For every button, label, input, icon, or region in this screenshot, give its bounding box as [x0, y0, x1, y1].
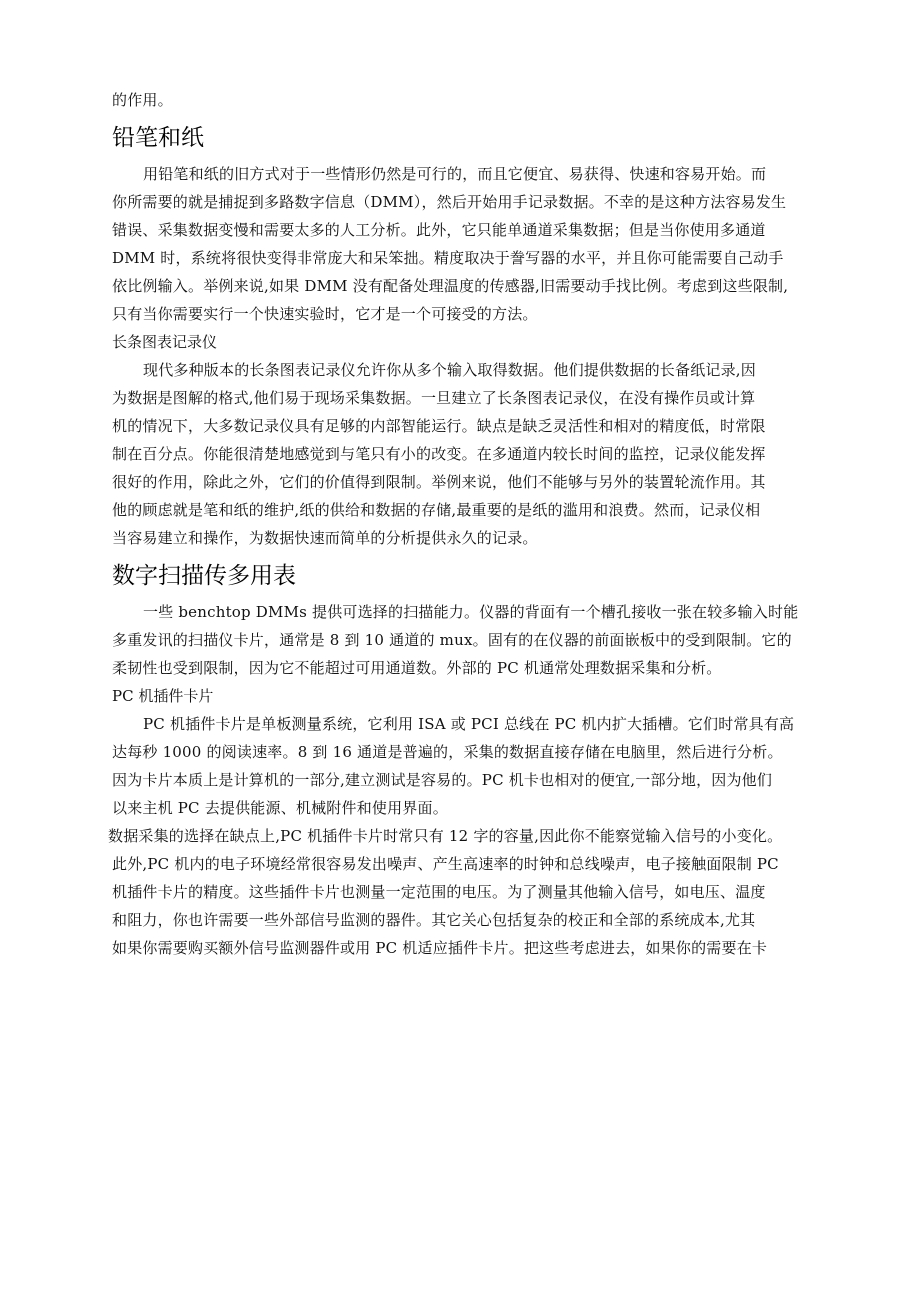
paragraph-line: 为数据是图解的格式,他们易于现场采集数据。一旦建立了长条图表记录仪，在没有操作员或计算	[112, 389, 756, 407]
paragraph-line: 你所需要的就是捕捉到多路数字信息（DMM），然后开始用手记录数据。不幸的是这种方法容易发生	[112, 193, 787, 211]
paragraph-line: 当容易建立和操作，为数据快速而简单的分析提供永久的记录。	[112, 529, 538, 547]
section-body-scanning-dmm	[112, 598, 812, 682]
paragraph-line: 数据采集的选择在缺点上,PC 机插件卡片时常只有 12 字的容量,因此你不能察觉输入信号的小变化。	[108, 827, 783, 845]
subheading-pc-plugin-card: PC 机插件卡片	[112, 687, 214, 705]
paragraph-line: 和阻力，你也许需要一些外部信号监测的器件。其它关心包括复杂的校正和全部的系统成本,尤其	[112, 911, 756, 929]
paragraph-line: 机的情况下，大多数记录仪具有足够的内部智能运行。缺点是缺乏灵活性和相对的精度低，时常限	[112, 417, 766, 435]
paragraph-line: 因为卡片本质上是计算机的一部分,建立测试是容易的。PC 机卡也相对的便宜,一部分地，因为他们	[112, 771, 773, 789]
paragraph-line: 现代多种版本的长条图表记录仪允许你从多个输入取得数据。他们提供数据的长备纸记录,因	[143, 361, 756, 379]
section-body-pc-plugin-card	[108, 710, 812, 962]
paragraph-line: 多重发讯的扫描仪卡片，通常是 8 到 10 通道的 mux。固有的在仪器的前面嵌板中的受到限制。它的	[112, 631, 792, 649]
paragraph-line: 达每秒 1000 的阅读速率。8 到 16 通道是普遍的，采集的数据直接存储在电脑里，然后进行分析。	[112, 743, 783, 761]
paragraph-line: 错误、采集数据变慢和需要太多的人工分析。此外，它只能单通道采集数据；但是当你使用多通道	[112, 221, 766, 239]
section-heading-pencil-paper: 铅笔和纸	[112, 125, 204, 151]
paragraph-line: 依比例输入。举例来说,如果 DMM 没有配备处理温度的传感器,旧需要动手找比例。考虑到这些限制,	[112, 277, 789, 295]
paragraph-line: 用铅笔和纸的旧方式对于一些情形仍然是可行的，而且它便宜、易获得、快速和容易开始。而	[143, 165, 767, 183]
section-body-strip-chart	[112, 356, 812, 552]
paragraph-line: 只有当你需要实行一个快速实验时，它才是一个可接受的方法。	[112, 305, 538, 323]
section-body-pencil-paper	[112, 160, 812, 328]
paragraph-line: 柔韧性也受到限制，因为它不能超过可用通道数。外部的 PC 机通常处理数据采集和分析。	[112, 659, 722, 677]
paragraph-line: 很好的作用，除此之外，它们的价值得到限制。举例来说，他们不能够与另外的装置轮流作用。其	[112, 473, 766, 491]
paragraph-line: 以来主机 PC 去提供能源、机械附件和使用界面。	[112, 799, 448, 817]
intro-line: 的作用。	[112, 91, 173, 109]
paragraph-line: 机插件卡片的精度。这些插件卡片也测量一定范围的电压。为了测量其他输入信号，如电压、温度	[112, 883, 766, 901]
section-heading-scanning-dmm: 数字扫描传多用表	[112, 563, 296, 589]
paragraph-line: 此外,PC 机内的电子环境经常很容易发出噪声、产生高速率的时钟和总线噪声，电子接触面限制 PC	[112, 855, 779, 873]
paragraph-line: PC 机插件卡片是单板测量系统，它利用 ISA 或 PCI 总线在 PC 机内扩大插槽。它们时常具有高	[143, 715, 795, 733]
paragraph-line: 如果你需要购买额外信号监测器件或用 PC 机适应插件卡片。把这些考虑进去，如果你的需要在卡	[112, 939, 768, 957]
subheading-strip-chart-recorder: 长条图表记录仪	[112, 333, 218, 351]
paragraph-line: 一些 benchtop DMMs 提供可选择的扫描能力。仪器的背面有一个槽孔接收一张在较多输入时能	[143, 603, 799, 621]
document-page	[108, 86, 812, 962]
paragraph-line: DMM 时，系统将很快变得非常庞大和呆笨拙。精度取决于誊写器的水平，并且你可能需要自己动手	[112, 249, 784, 267]
paragraph-line: 他的顾虑就是笔和纸的维护,纸的供给和数据的存储,最重要的是纸的滥用和浪费。然而，记录仪相	[112, 501, 761, 519]
paragraph-line: 制在百分点。你能很清楚地感觉到与笔只有小的改变。在多通道内较长时间的监控，记录仪能发挥	[112, 445, 766, 463]
